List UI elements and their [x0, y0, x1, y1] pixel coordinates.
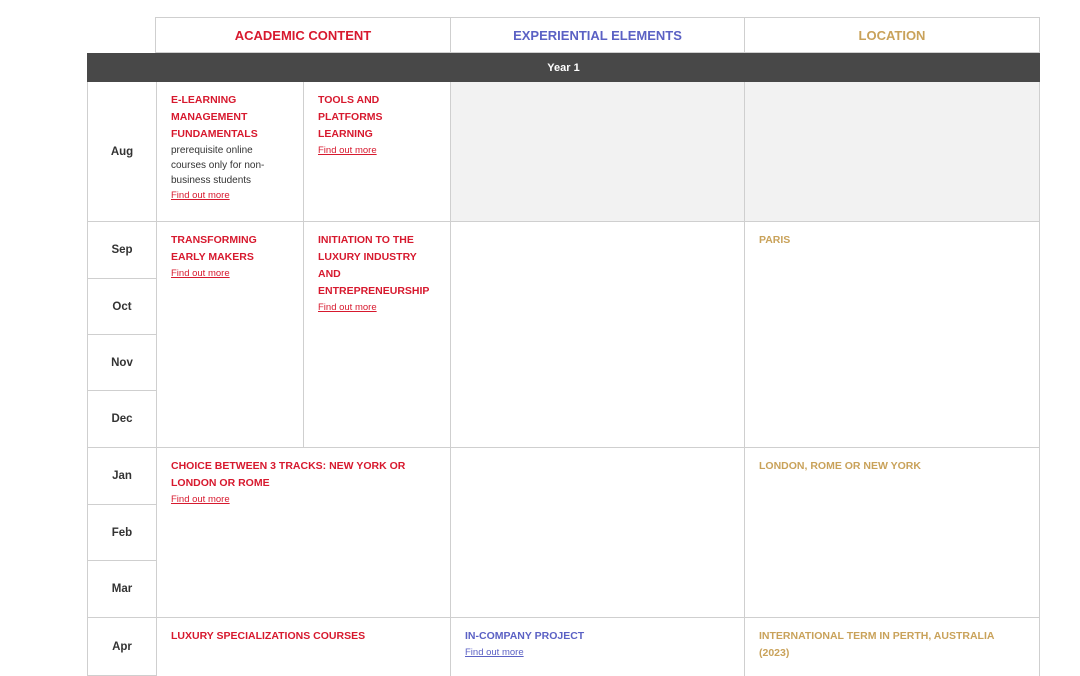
location-name: INTERNATIONAL TERM IN PERTH, AUSTRALIA (2023)	[759, 630, 995, 659]
location-cell-aug	[744, 82, 1040, 222]
find-out-more-link[interactable]: Find out more	[171, 190, 230, 201]
location-name: LONDON, ROME OR NEW YORK	[759, 460, 921, 472]
experiential-cell-sep-dec	[450, 222, 744, 448]
month-cell: Aug	[87, 82, 156, 222]
course-title: CHOICE BETWEEN 3 TRACKS: NEW YORK OR LONDON OR ROME	[171, 460, 406, 489]
month-cell: Jan	[87, 448, 156, 505]
experiential-title: IN-COMPANY PROJECT	[465, 630, 585, 642]
course-title: TOOLS AND PLATFORMS LEARNING	[318, 94, 383, 140]
month-cell: Apr	[87, 618, 156, 676]
course-description: prerequisite online courses only for non-business students	[171, 145, 265, 186]
find-out-more-link[interactable]: Find out more	[171, 494, 230, 505]
find-out-more-link[interactable]: Find out more	[171, 268, 230, 279]
header-location: LOCATION	[744, 17, 1040, 53]
location-name: PARIS	[759, 234, 791, 246]
course-title: LUXURY SPECIALIZATIONS COURSES	[171, 630, 366, 642]
experiential-cell-jan-mar	[450, 448, 744, 618]
course-title: TRANSFORMING EARLY MAKERS	[171, 234, 257, 263]
course-title: INITIATION TO THE LUXURY INDUSTRY AND ENTREPRENEURSHIP	[318, 234, 430, 297]
find-out-more-link[interactable]: Find out more	[318, 145, 377, 156]
find-out-more-link[interactable]: Find out more	[318, 302, 377, 313]
course-cell-elearning	[156, 82, 304, 222]
location-cell-jan-mar	[744, 448, 1040, 618]
month-cell: Nov	[87, 335, 156, 391]
month-cell: Mar	[87, 561, 156, 618]
course-title: E-LEARNING MANAGEMENT FUNDAMENTALS	[171, 94, 258, 140]
location-cell-apr	[744, 618, 1040, 676]
month-cell: Dec	[87, 391, 156, 448]
course-cell-tracks	[156, 448, 450, 618]
header-experiential-elements: EXPERIENTIAL ELEMENTS	[450, 17, 744, 53]
year-bar: Year 1	[87, 53, 1040, 82]
location-cell-sep-dec	[744, 222, 1040, 448]
experiential-cell-aug	[450, 82, 744, 222]
header-academic-content: ACADEMIC CONTENT	[155, 17, 450, 53]
course-cell-luxury-initiation	[303, 222, 450, 448]
month-cell: Sep	[87, 222, 156, 279]
find-out-more-link[interactable]: Find out more	[465, 647, 524, 658]
month-cell: Feb	[87, 505, 156, 561]
course-cell-specializations	[156, 618, 450, 676]
month-cell: Oct	[87, 279, 156, 335]
course-cell-tools	[303, 82, 450, 222]
experiential-cell-apr	[450, 618, 744, 676]
course-cell-transforming	[156, 222, 304, 448]
